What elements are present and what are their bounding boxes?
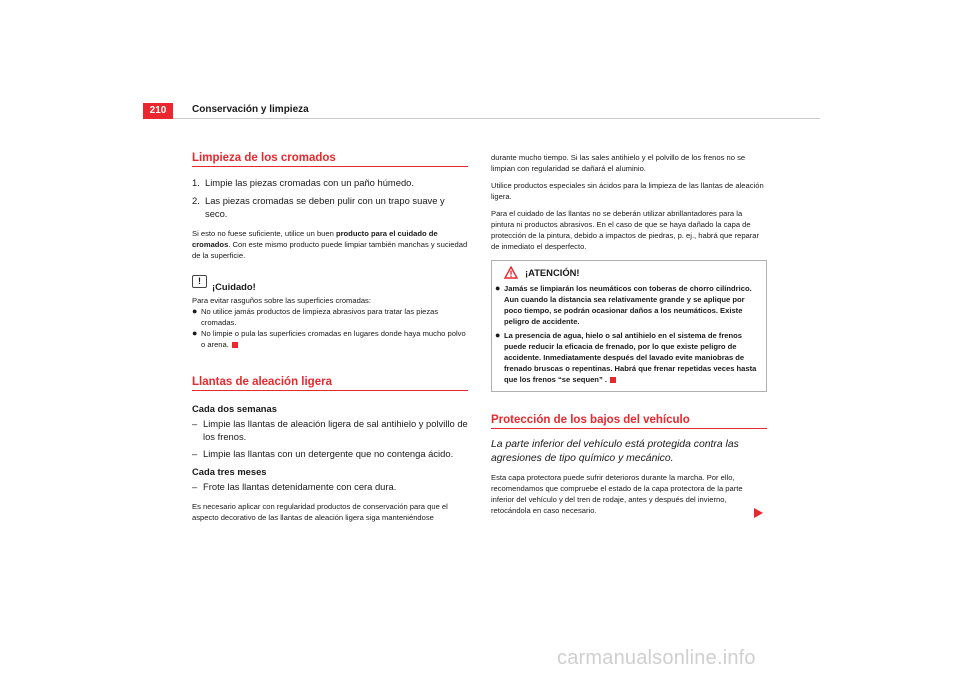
- underbody-paragraph: Esta capa protectora puede sufrir deterioros durante la marcha. Por ello, recomendamos que compruebe el estado de la capa protectora de la parte inferior del vehículo y del tren de rodaje, antes y después del invierno, retocándola en caso necesario.: [491, 473, 743, 515]
- paragraph-text-pre: Si esto no fuese suficiente, utilice un buen: [192, 229, 336, 238]
- bullet-text: Jamás se limpiarán los neumáticos con toberas de chorro cilíndrico. Aun cuando la distancia sea relativamente grande y se aplique por poco tiempo, se podrán ocasionar daños a los neumáticos. Existe peligro de accidente.: [504, 284, 752, 326]
- step-number: 1.: [192, 177, 200, 188]
- caution-intro: Para evitar rasguños sobre las superficies cromadas:: [192, 296, 371, 305]
- paragraph-bold-term: producto para el cuidado de cromados: [192, 229, 438, 249]
- step-number: 2.: [192, 195, 200, 206]
- attention-bullet: [495, 283, 763, 327]
- caution-title: ¡Cuidado!: [212, 281, 256, 292]
- dash-marker: –: [192, 448, 198, 459]
- chrome-care-paragraph: [192, 228, 468, 261]
- bullet-text-content: No limpie o pula las superficies cromadas en lugares donde haya mucho polvo o arena.: [201, 329, 466, 349]
- section-lead: La parte inferior del vehículo está protegida contra las agresiones de tipo químico y mecánico.: [491, 439, 739, 464]
- dash-item: [192, 447, 468, 460]
- watermark-logo: carmanualsonline.info: [557, 647, 756, 669]
- dash-marker: –: [192, 418, 198, 429]
- exclamation-icon: !: [192, 275, 207, 288]
- section-title-underbody: Protección de los bajos del vehículo: [491, 414, 767, 429]
- step-text: Limpie las piezas cromadas con un paño húmedo.: [205, 177, 414, 188]
- attention-box: [491, 260, 767, 392]
- paragraph: Utilice productos especiales sin ácidos para la limpieza de las llantas de aleación ligera.: [491, 181, 764, 201]
- alloy-care-paragraph: Es necesario aplicar con regularidad productos de conservación para que el aspecto decorativo de las llantas de aleación ligera siga manteniéndose: [192, 502, 448, 522]
- bullet-text: [201, 328, 468, 350]
- step-2: [192, 194, 468, 220]
- page-number: 210: [143, 103, 173, 119]
- dash-text: Frote las llantas detenidamente con cera dura.: [203, 481, 397, 492]
- bullet-icon: ●: [495, 330, 501, 340]
- caution-bullet: [192, 306, 468, 328]
- bullet-icon: ●: [192, 328, 198, 338]
- running-header-title: Conservación y limpieza: [192, 104, 309, 115]
- caution-bullet: [192, 328, 468, 350]
- left-column: [192, 152, 468, 523]
- bullet-text: [504, 330, 763, 385]
- step-1: [192, 176, 468, 189]
- caution-note: [192, 275, 468, 350]
- section-end-icon: [232, 342, 238, 348]
- caution-header: [192, 275, 468, 292]
- paragraph-text-post: . Con este mismo producto puede limpiar también manchas y suciedad de la superficie.: [192, 240, 468, 260]
- dash-marker: –: [192, 481, 198, 492]
- header-divider: [173, 118, 820, 119]
- bullet-text-content: La presencia de agua, hielo o sal antihielo en el sistema de frenos puede reducir la eficacia de frenado, por lo que existe peligro de accidente. Inmediatamente después del lavado evite maniobras de frenado bruscas o repentinas. Habrá que frenar repetidas veces hasta que los frenos “se sequen” .: [504, 331, 757, 384]
- right-column: [491, 152, 767, 516]
- warning-triangle-icon: [504, 266, 518, 279]
- attention-bullet: [495, 330, 763, 385]
- subheading-quarterly: Cada tres meses: [192, 466, 267, 477]
- bullet-icon: ●: [495, 283, 501, 293]
- section-end-icon: [610, 377, 616, 383]
- dash-item: [192, 417, 468, 443]
- step-text: Las piezas cromadas se deben pulir con un trapo suave y seco.: [205, 195, 445, 219]
- section-title-chrome: Limpieza de los cromados: [192, 152, 468, 167]
- section-title-alloy-wheels: Llantas de aleación ligera: [192, 376, 468, 391]
- attention-header: [495, 266, 763, 279]
- dash-item: [192, 480, 468, 493]
- attention-title: ¡ATENCIÓN!: [525, 267, 580, 278]
- dash-text: Limpie las llantas de aleación ligera de sal antihielo y polvillo de los frenos.: [203, 418, 468, 442]
- bullet-text: No utilice jamás productos de limpieza abrasivos para tratar las piezas cromadas.: [201, 307, 439, 327]
- bullet-icon: ●: [192, 306, 198, 316]
- paragraph: durante mucho tiempo. Si las sales antihielo y el polvillo de los frenos no se limpian con regularidad se dañará el aluminio.: [491, 153, 746, 173]
- paragraph: Para el cuidado de las llantas no se deberán utilizar abrillantadores para la pintura ni productos abrasivos. En el caso de que se haya dañado la capa de protección de la pintura, debido a impactos de piedras, p. ej., habrá que reparar de inmediato el desperfecto.: [491, 209, 760, 251]
- continue-arrow-icon: [754, 508, 763, 518]
- dash-text: Limpie las llantas con un detergente que no contenga ácido.: [203, 448, 454, 459]
- subheading-biweekly: Cada dos semanas: [192, 403, 277, 414]
